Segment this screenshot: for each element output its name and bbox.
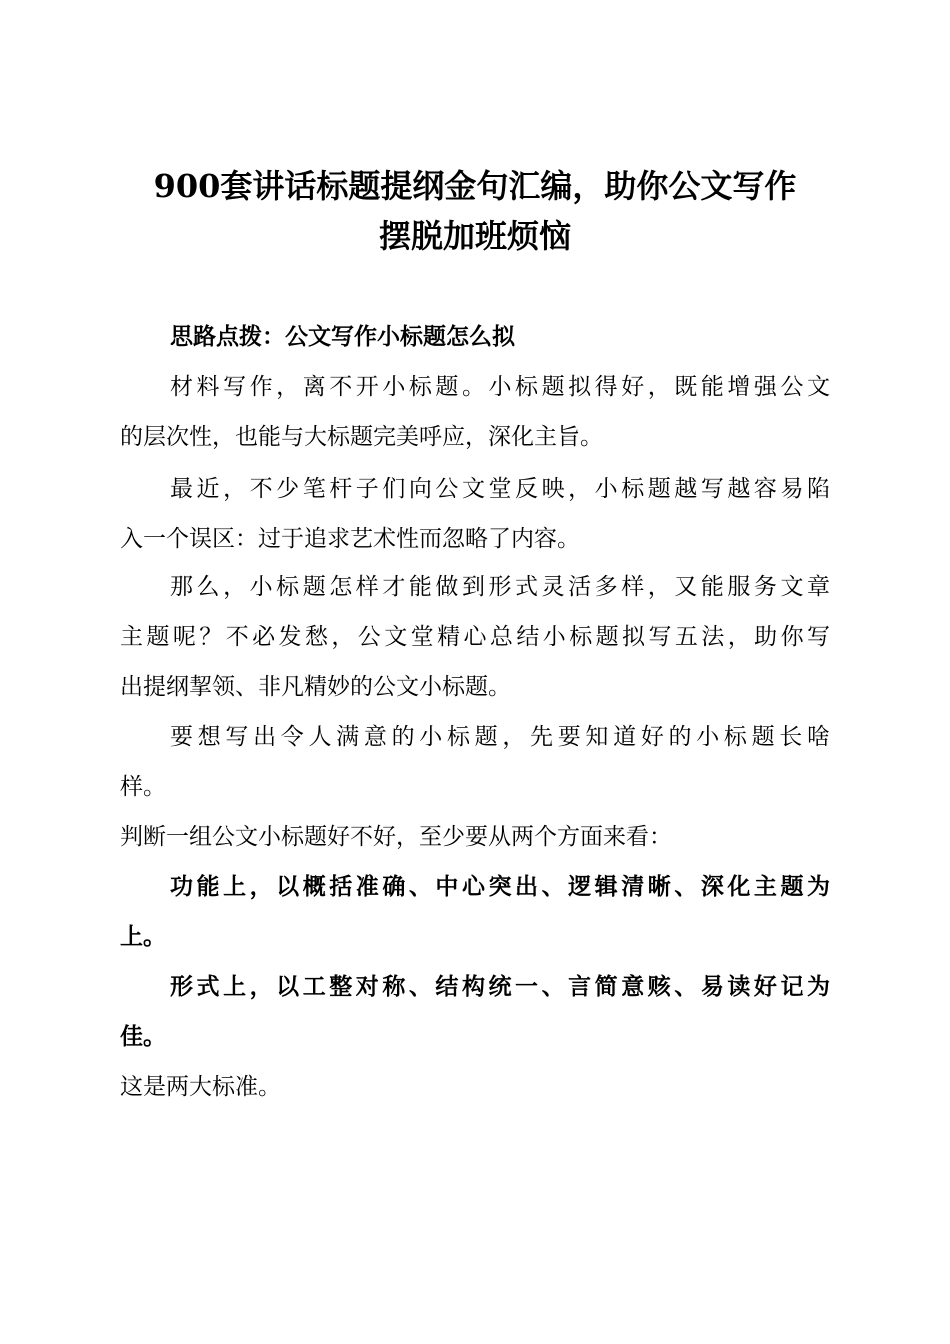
paragraph-4-line-2: 样。: [120, 774, 166, 800]
document-title-line-1: 900套讲话标题提纲金句汇编，助你公文写作: [153, 167, 797, 205]
paragraph-7-line-2: 佳。: [120, 1023, 166, 1050]
document-title-line-2: 摆脱加班烦恼: [378, 217, 571, 255]
paragraph-6-line-2: 上。: [120, 923, 166, 950]
paragraph-3-line-1: 那么，小标题怎样才能做到形式灵活多样，又能服务文章: [170, 574, 830, 600]
paragraph-2-line-2: 入一个误区：过于追求艺术性而忽略了内容。: [120, 526, 580, 552]
section-heading: 思路点拨：公文写作小标题怎么拟: [170, 323, 515, 350]
paragraph-2-line-1: 最近，不少笔杆子们向公文堂反映，小标题越写越容易陷: [170, 476, 830, 502]
paragraph-3-line-3: 出提纲挈领、非凡精妙的公文小标题。: [120, 674, 511, 700]
paragraph-3-line-2: 主题呢？不必发愁，公文堂精心总结小标题拟写五法，助你写: [120, 624, 830, 650]
paragraph-5-line-1: 判断一组公文小标题好不好，至少要从两个方面来看：: [120, 824, 672, 850]
paragraph-6-line-1: 功能上，以概括准确、中心突出、逻辑清晰、深化主题为: [170, 873, 830, 900]
paragraph-7-line-1: 形式上，以工整对称、结构统一、言简意赅、易读好记为: [170, 973, 830, 1000]
paragraph-8-line-1: 这是两大标准。: [120, 1074, 281, 1100]
paragraph-4-line-1: 要想写出令人满意的小标题，先要知道好的小标题长啥: [170, 724, 830, 750]
paragraph-1-line-2: 的层次性，也能与大标题完美呼应，深化主旨。: [120, 424, 603, 450]
paragraph-1-line-1: 材料写作，离不开小标题。小标题拟得好，既能增强公文: [170, 374, 830, 400]
